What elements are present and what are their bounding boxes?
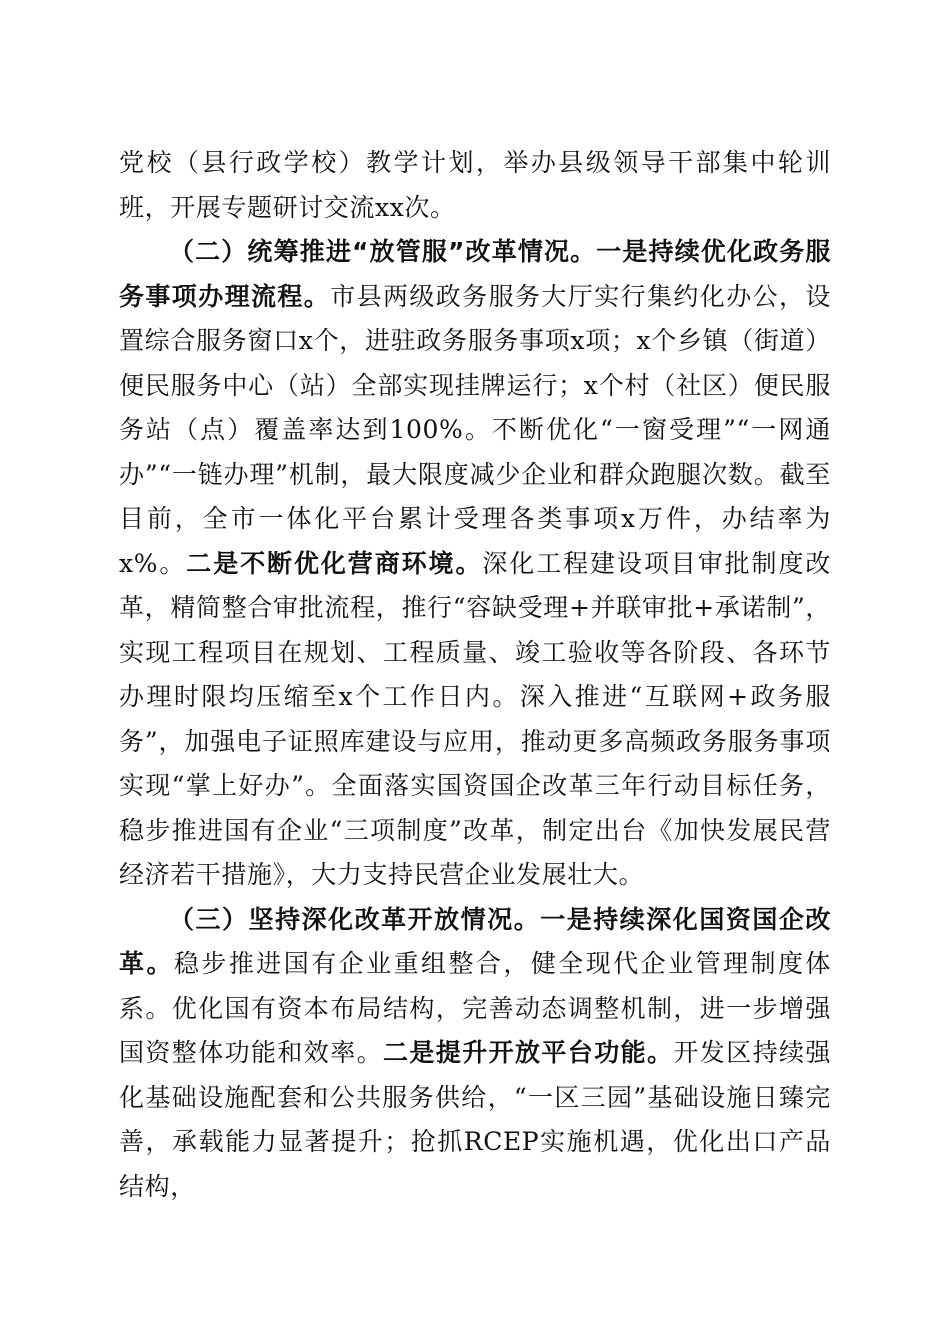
text-run: 稳步推进国有企业重组整合，健全现代企业管理制度体系。优化国有资本布局结构，完善动态调整机制，进一步增强国资整体功能和效率。	[119, 949, 832, 1067]
heading-run: 二是提升开放平台功能。	[383, 1038, 674, 1067]
heading-run: （三）坚持深化改革开放情况。一是持续深化国资国企改革。	[119, 904, 831, 978]
text-run: 市县两级政务服务大厅实行集约化办公，设置综合服务窗口x个，进驻政务服务事项x项；x个乡镇（街道）便民服务中心（站）全部实现挂牌运行；x个村（社区）便民服务站（点）覆盖率达到100%。不断优化“一窗受理”“一网通办”“一链办理”机制，最大限度减少企业和群众跑腿次数。截至目前，全市一体化平台累计受理各类事项x万件，办结率为x%。	[119, 281, 831, 578]
heading-run: 二是不断优化营商环境。	[186, 548, 483, 578]
text-run: 开发区持续强化基础设施配套和公共服务供给，“一区三园”基础设施日臻完善，承载能力显著提升；抢抓RCEP实施机遇，优化出口产品结构，	[119, 1038, 831, 1201]
heading-run: （二）统筹推进“放管服”改革情况。一是持续优化政务服务事项办理流程。	[119, 237, 831, 311]
text-run: 党校（县行政学校）教学计划，举办县级领导干部集中轮训班，开展专题研讨交流xx次。	[119, 148, 831, 222]
paragraph-1	[119, 141, 831, 230]
text-run: 深化工程建设项目审批制度改革，精简整合审批流程，推行“容缺受理+并联审批+承诺制”，实现工程项目在规划、工程质量、竣工验收等各阶段、各环节办理时限均压缩至x个工作日内。深入推进“互联网+政务服务”，加强电子证照库建设与应用，推动更多高频政务服务事项实现“掌上好办”。全面落实国资国企改革三年行动目标任务，稳步推进国有企业“三项制度”改革，制定出台《加快发展民营经济若干措施》，大力支持民营企业发展壮大。	[119, 548, 831, 889]
paragraph-2	[119, 230, 831, 898]
document-body	[119, 141, 831, 1209]
paragraph-3	[119, 898, 831, 1210]
